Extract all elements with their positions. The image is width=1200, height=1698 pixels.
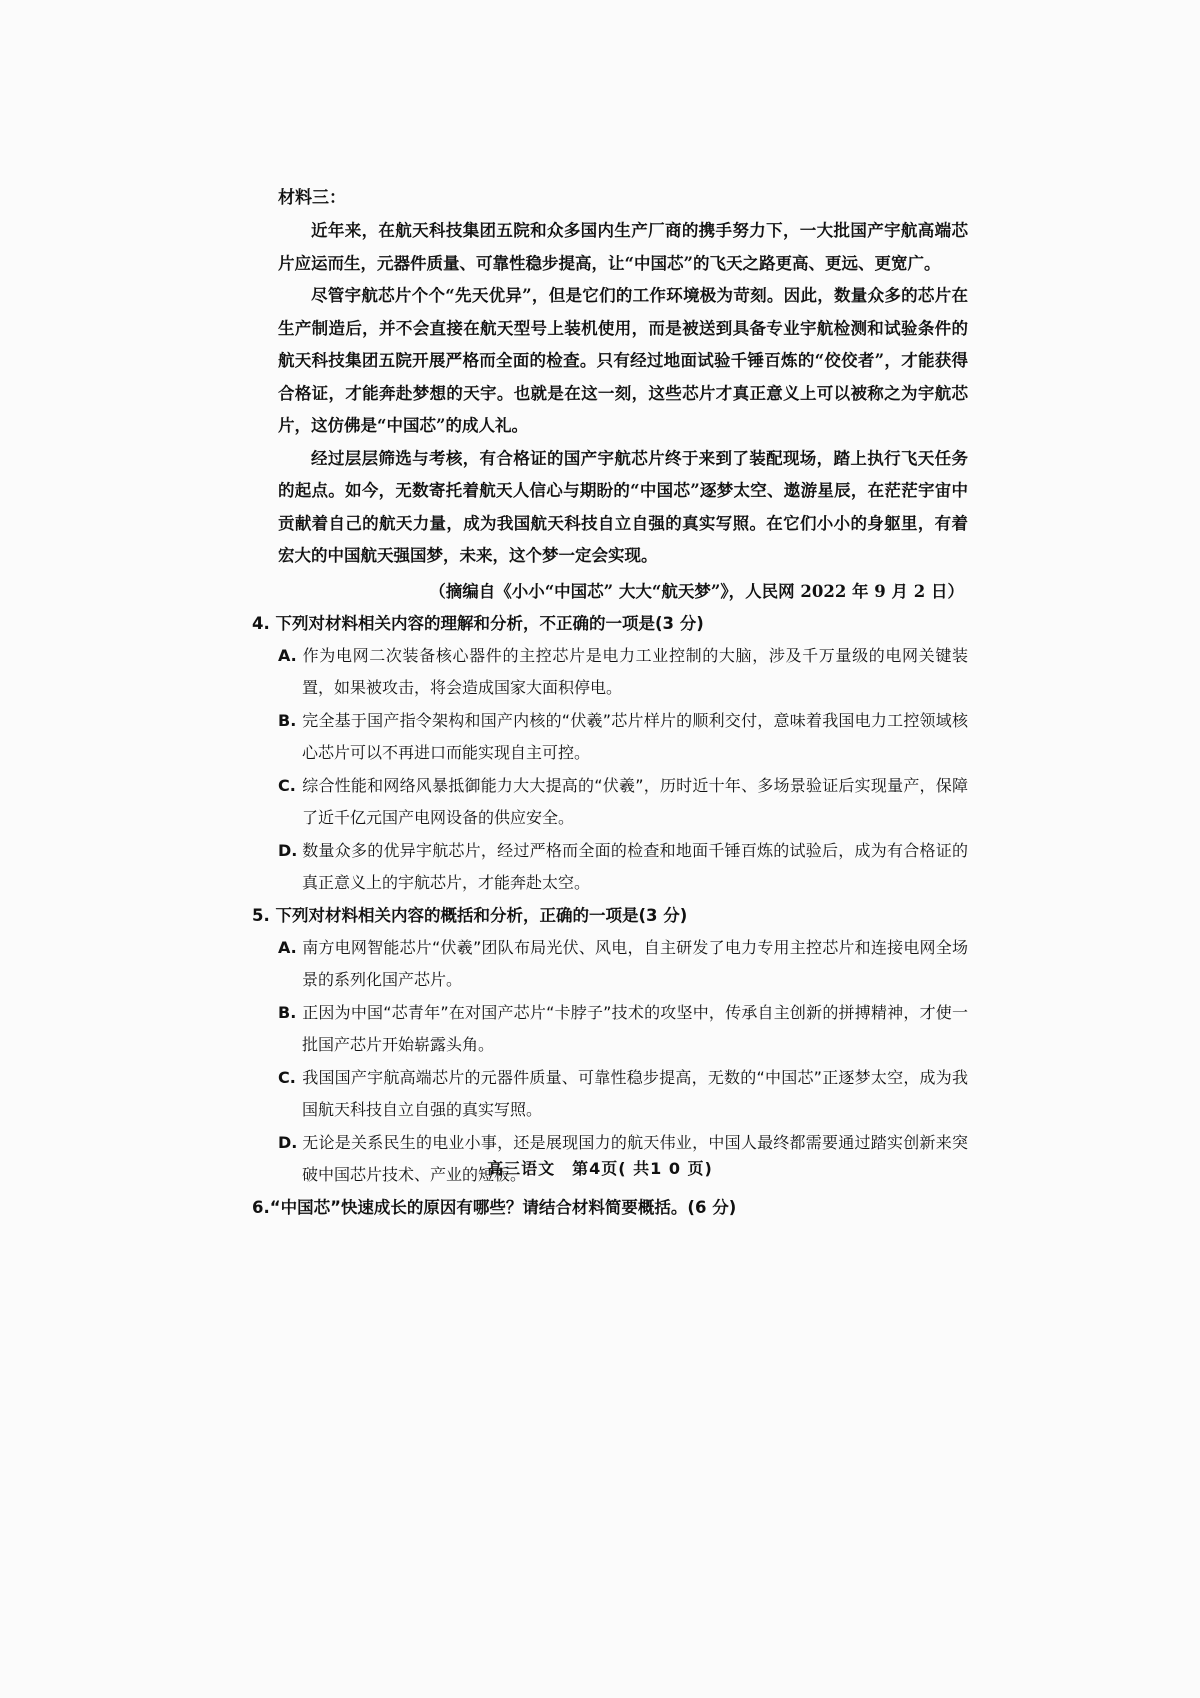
option-letter: A. xyxy=(278,645,297,665)
question-4-stem: 4. 下列对材料相关内容的理解和分析，不正确的一项是(3 分) xyxy=(252,613,704,633)
question-4-option-d xyxy=(278,835,968,900)
question-4-option-c xyxy=(278,770,968,835)
question-5-option-b xyxy=(278,997,968,1062)
option-text: 综合性能和网络风暴抵御能力大大提高的“伏羲”，历时近十年、多场景验证后实现量产，保障了近千亿元国产电网设备的供应安全。 xyxy=(302,775,968,827)
option-text: 完全基于国产指令架构和国产内核的“伏羲”芯片样片的顺利交付，意味着我国电力工控领域核心芯片可以不再进口而能实现自主可控。 xyxy=(302,710,968,762)
option-letter: C. xyxy=(278,775,296,795)
option-letter: A. xyxy=(278,937,297,957)
material-paragraph: 尽管宇航芯片个个“先天优异”，但是它们的工作环境极为苛刻。因此，数量众多的芯片在生产制造后，并不会直接在航天型号上装机使用，而是被送到具备专业宇航检测和试验条件的航天科技集团五院开展严格而全面的检查。只有经过地面试验千锤百炼的“佼佼者”，才能获得合格证，才能奔赴梦想的天宇。也就是在这一刻，这些芯片才真正意义上可以被称之为宇航芯片，这仿佛是“中国芯”的成人礼。 xyxy=(278,286,968,435)
question-5-option-c xyxy=(278,1062,968,1127)
option-letter: B. xyxy=(278,1002,297,1022)
option-text: 我国国产宇航高端芯片的元器件质量、可靠性稳步提高，无数的“中国芯”正逐梦太空，成为我国航天科技自立自强的真实写照。 xyxy=(302,1067,968,1119)
option-text: 无论是关系民生的电业小事，还是展现国力的航天伟业，中国人最终都需要通过踏实创新来突破中国芯片技术、产业的短板。 xyxy=(302,1132,968,1184)
question-5-stem: 5. 下列对材料相关内容的概括和分析，正确的一项是(3 分) xyxy=(252,905,688,925)
option-text: 数量众多的优异宇航芯片，经过严格而全面的检查和地面千锤百炼的试验后，成为有合格证的真正意义上的宇航芯片，才能奔赴太空。 xyxy=(302,840,968,892)
option-letter: D. xyxy=(278,1132,298,1152)
material-title: 材料三： xyxy=(278,188,346,208)
question-4-option-a xyxy=(278,640,968,705)
option-text: 作为电网二次装备核心器件的主控芯片是电力工业控制的大脑，涉及千万量级的电网关键装置，如果被攻击，将会造成国家大面积停电。 xyxy=(302,645,968,697)
question-4-option-b xyxy=(278,705,968,770)
material-paragraph: 近年来，在航天科技集团五院和众多国内生产厂商的携手努力下，一大批国产宇航高端芯片应运而生，元器件质量、可靠性稳步提高，让“中国芯”的飞天之路更高、更远、更宽广。 xyxy=(278,221,968,273)
page-content xyxy=(252,183,968,1224)
page-footer: 高三语文 第4页( 共1 0 页) xyxy=(487,1159,713,1178)
question-6-stem: 6.“中国芯”快速成长的原因有哪些？请结合材料简要概括。(6 分) xyxy=(252,1197,737,1217)
option-letter: C. xyxy=(278,1067,296,1087)
option-text: 正因为中国“芯青年”在对国产芯片“卡脖子”技术的攻坚中，传承自主创新的拼搏精神，才使一批国产芯片开始崭露头角。 xyxy=(302,1002,968,1054)
material-source: （摘编自《小小“中国芯” 大大“航天梦”》，人民网 2022 年 9 月 2 日） xyxy=(429,581,964,601)
question-5-option-a xyxy=(278,932,968,997)
option-letter: D. xyxy=(278,840,298,860)
option-text: 南方电网智能芯片“伏羲”团队布局光伏、风电，自主研发了电力专用主控芯片和连接电网全场景的系列化国产芯片。 xyxy=(302,937,968,989)
material-paragraph: 经过层层筛选与考核，有合格证的国产宇航芯片终于来到了装配现场，踏上执行飞天任务的起点。如今，无数寄托着航天人信心与期盼的“中国芯”逐梦太空、遨游星辰，在茫茫宇宙中贡献着自己的航天力量，成为我国航天科技自立自强的真实写照。在它们小小的身躯里，有着宏大的中国航天强国梦，未来，这个梦一定会实现。 xyxy=(278,448,968,565)
option-letter: B. xyxy=(278,710,297,730)
